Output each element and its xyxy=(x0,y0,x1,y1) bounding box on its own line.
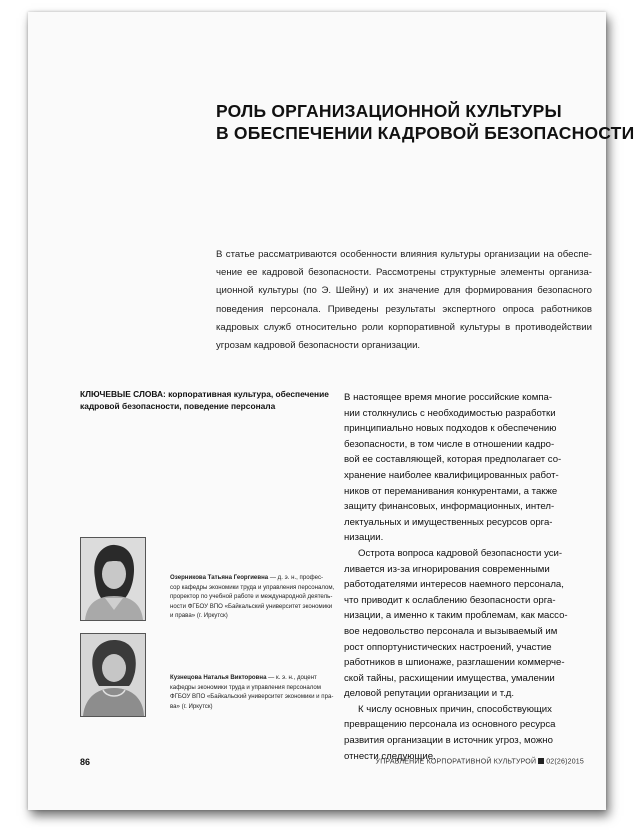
abstract-line: кадровых служб относительно роли корпоративной культуры в противодействии xyxy=(216,321,592,333)
abstract-line: чение ее кадровой безопасности. Рассмотрены структурные элементы организа- xyxy=(216,267,592,279)
body-line: хранение наиболее квалифицированных работ- xyxy=(344,469,559,481)
author-description: проректор по учебной работе и международной деятель- xyxy=(170,593,333,600)
running-footer xyxy=(376,758,584,766)
keywords-line: кадровой безопасности, поведение персонала xyxy=(80,400,276,411)
author-info xyxy=(170,573,340,621)
author-description: ва» (г. Иркутск) xyxy=(170,702,213,710)
author-name: Озерникова Татьяна Георгиевна xyxy=(170,574,269,581)
author-description: — к. э. н., доцент xyxy=(266,674,317,681)
keywords-line: КЛЮЧЕВЫЕ СЛОВА: корпоративная культура, обеспечение xyxy=(80,389,329,399)
keywords xyxy=(80,389,342,412)
body-line: ской тайны, расхищении имущества, умалении xyxy=(344,672,555,684)
body-line: защиту финансовых, информационных, интел- xyxy=(344,501,555,513)
author-description: кафедры экономики труда и управления персоналом xyxy=(170,683,321,691)
body-line: лектуальных и имущественных ресурсов орга- xyxy=(344,516,553,528)
body-line: развития организации в источник угроз, можно xyxy=(344,735,553,747)
article-body xyxy=(344,390,584,764)
body-line: работников в шпионаже, разглашении коммерче- xyxy=(344,657,565,669)
author-info xyxy=(170,673,340,711)
body-line: нии столкнулись с необходимостью разработки xyxy=(344,407,556,419)
author-description: — д. э. н., профес- xyxy=(268,574,324,581)
body-line: К числу основных причин, способствующих xyxy=(358,703,552,715)
abstract-line: поведения персонала. Приведены результаты экспертного опроса работников xyxy=(216,303,592,315)
body-line: работодателями интересов наемного персонала, xyxy=(344,579,564,591)
body-line: В настоящее время многие российские компа- xyxy=(344,392,553,403)
issue-number: 02(26)2015 xyxy=(546,758,584,766)
author-description: сор кафедры экономики труда и управления персоналом, xyxy=(170,583,335,591)
body-line: вой ее составляющей, которая предполагает со- xyxy=(344,454,562,466)
body-line: рост оппортунистических настроений, участие xyxy=(344,641,552,653)
author-description: ности ФГБОУ ВПО «Байкальский университет экономики xyxy=(170,602,333,610)
square-icon xyxy=(538,758,544,764)
body-line: Острота вопроса кадровой безопасности уси- xyxy=(358,547,563,559)
body-line: ливается из-за игнорирования современными xyxy=(344,563,550,575)
body-line: низации. xyxy=(344,532,384,544)
body-line: ников от переманивания конкурентами, а также xyxy=(344,485,558,497)
body-line: что приводит к ослаблению безопасности орга- xyxy=(344,594,556,606)
author-name: Кузнецова Наталья Викторовна xyxy=(170,674,267,681)
title-line: В ОБЕСПЕЧЕНИИ КАДРОВОЙ БЕЗОПАСНОСТИ xyxy=(216,123,634,143)
abstract-line: угрозам кадровой безопасности организации. xyxy=(216,340,421,352)
body-line: вое недовольство персонала и вызываемый им xyxy=(344,625,558,637)
abstract-line: В статье рассматриваются особенности влияния культуры организации на обеспе- xyxy=(216,249,592,260)
author-photo xyxy=(80,633,146,717)
article-abstract xyxy=(216,246,592,355)
journal-page xyxy=(28,12,634,810)
author-description: и права» (г. Иркутск) xyxy=(170,612,228,619)
abstract-line: ционной культуры (по Э. Шейну) и их значение для формирования безопасного xyxy=(216,285,592,297)
author-photo xyxy=(80,537,146,621)
article-title xyxy=(216,100,634,144)
body-line: безопасности, в том числе в отношении кадро- xyxy=(344,438,555,450)
body-line: превращению персонала из основного ресурса xyxy=(344,719,556,731)
body-line: низации, а именно к таким проблемам, как массо- xyxy=(344,610,568,622)
author-description: ФГБОУ ВПО «Байкальский университет экономики и пра- xyxy=(170,693,334,700)
page-number: 86 xyxy=(80,757,91,767)
body-line: деловой репутации организации и т.д. xyxy=(344,688,515,700)
body-line: отнести следующие. xyxy=(344,750,436,762)
body-line: принципиально новых подходов к обеспечению xyxy=(344,423,557,435)
journal-name: УПРАВЛЕНИЕ КОРПОРАТИВНОЙ КУЛЬТУРОЙ xyxy=(375,758,537,766)
title-line: РОЛЬ ОРГАНИЗАЦИОННОЙ КУЛЬТУРЫ xyxy=(216,101,562,121)
